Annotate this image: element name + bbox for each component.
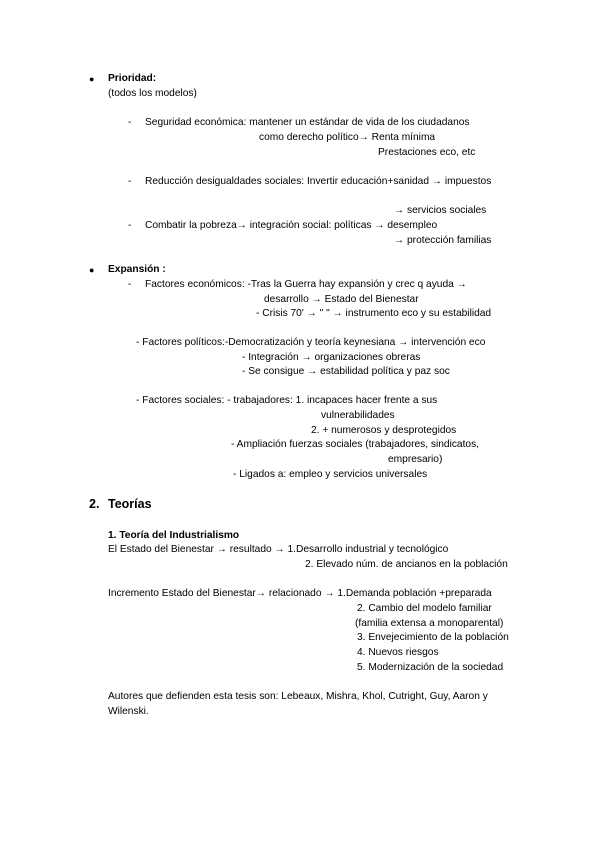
teoria-text: Incremento Estado del Bienestar→ relacionado → 1.Demanda población +preparada	[108, 588, 492, 599]
teoria-text: 5. Modernización de la sociedad	[357, 662, 504, 673]
factores-economicos-text: - Crisis 70' → " " → instrumento eco y su estabilidad	[256, 308, 492, 319]
factores-sociales-text: - Ampliación fuerzas sociales (trabajadores, sindicatos,	[231, 439, 480, 450]
section-heading-prioridad: Prioridad:	[108, 73, 157, 84]
bullet-dot: ●	[89, 265, 95, 275]
list-item-text: como derecho político→ Renta mínima	[259, 132, 436, 143]
list-item-text: Seguridad económica: mantener un estándar de vida de los ciudadanos	[145, 117, 470, 128]
autores-text: Wilenski.	[108, 706, 149, 717]
list-dash: -	[128, 279, 132, 290]
list-item-text: Combatir la pobreza→ integración social: políticas → desempleo	[145, 220, 438, 231]
teoria-text: 3. Envejecimiento de la población	[357, 632, 509, 643]
teoria-text: 4. Nuevos riesgos	[357, 647, 439, 658]
list-item-text: Reducción desigualdades sociales: Invertir educación+sanidad → impuestos	[145, 176, 492, 187]
autores-text: Autores que defienden esta tesis son: Lebeaux, Mishra, Khol, Cutright, Guy, Aaron y	[108, 691, 488, 702]
subheading-industrialismo: 1. Teoría del Industrialismo	[108, 530, 240, 541]
factores-sociales-text: vulnerabilidades	[321, 410, 395, 421]
bullet-dot: ●	[89, 74, 95, 84]
heading-number: 2.	[89, 497, 100, 511]
factores-economicos-text: desarrollo → Estado del Bienestar	[264, 294, 419, 305]
heading-teorias: Teorías	[108, 497, 152, 511]
factores-sociales-text: empresario)	[388, 454, 443, 465]
teoria-text: El Estado del Bienestar → resultado → 1.Desarrollo industrial y tecnológico	[108, 544, 449, 555]
teoria-text: 2. Elevado núm. de ancianos en la población	[305, 559, 508, 570]
factores-sociales-text: - Ligados a: empleo y servicios universales	[233, 469, 428, 480]
list-item-text: Prestaciones eco, etc	[378, 147, 476, 158]
list-item-text: → servicios sociales	[394, 205, 487, 216]
factores-politicos-text: - Integración → organizaciones obreras	[242, 352, 421, 363]
section-subtitle: (todos los modelos)	[108, 88, 197, 99]
factores-politicos-text: - Factores políticos:-Democratización y teoría keynesiana → intervención eco	[136, 337, 486, 348]
list-dash: -	[128, 117, 132, 128]
factores-sociales-text: 2. + numerosos y desprotegidos	[311, 425, 457, 436]
factores-politicos-text: - Se consigue → estabilidad política y paz soc	[242, 366, 450, 377]
list-item-text: → protección familias	[394, 235, 492, 246]
teoria-text: 2. Cambio del modelo familiar	[357, 603, 492, 614]
factores-sociales-text: - Factores sociales: - trabajadores: 1. incapaces hacer frente a sus	[136, 395, 438, 406]
teoria-text: (familia extensa a monoparental)	[355, 618, 504, 629]
list-dash: -	[128, 220, 132, 231]
list-dash: -	[128, 176, 132, 187]
section-heading-expansion: Expansión :	[108, 264, 166, 275]
factores-economicos-text: Factores económicos: -Tras la Guerra hay expansión y crec q ayuda →	[145, 279, 467, 290]
